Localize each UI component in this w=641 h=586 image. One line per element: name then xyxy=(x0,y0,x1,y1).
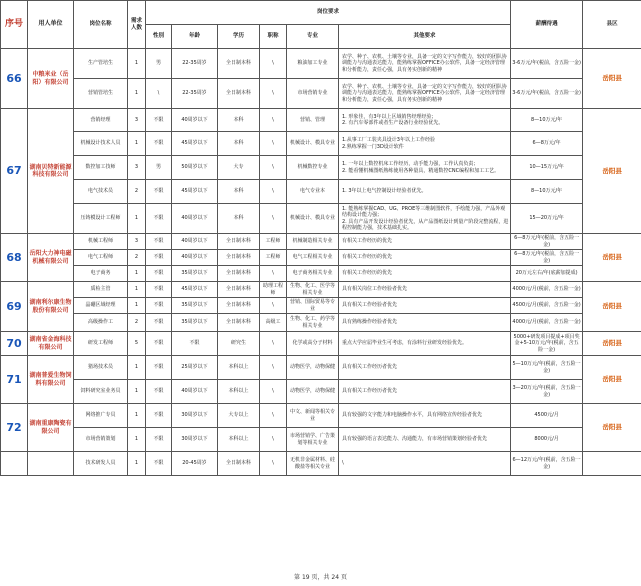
cell-education: 大专 xyxy=(218,156,260,180)
cell-gender: 不限 xyxy=(146,380,172,404)
table-row xyxy=(1,180,641,204)
cell-gender: 不限 xyxy=(146,204,172,234)
cell-education: 全日制本科 xyxy=(218,282,260,298)
cell-major: 机械数控专业 xyxy=(287,156,339,180)
cell-other: 1. 能熟练掌握CAD、UG、PROE等三维制图软件，手绘能力强，产品外观结构设计能力强； 2. 具有产品开发设计经验者优先，从产品图纸设计到量产阶段完整流程，进程控制能力强，技术基础扎实。 xyxy=(339,204,511,234)
cell-other: 具有相关工作经验者优先 xyxy=(339,298,511,314)
header-unit: 用人单位 xyxy=(28,1,74,49)
cell-count: 1 xyxy=(128,79,146,109)
cell-gender: 不限 xyxy=(146,314,172,332)
table-row xyxy=(1,156,641,180)
cell-county: 岳阳县 xyxy=(583,404,641,452)
cell-unit: 湖南省金海科技有限公司 xyxy=(28,332,74,356)
cell-unit: 中粮米业（岳阳）有限公司 xyxy=(28,49,74,109)
table-row xyxy=(1,250,641,266)
cell-other: 1. 3年以上电气控制设计经验者优先。 xyxy=(339,180,511,204)
cell-age: 40周岁以下 xyxy=(172,109,218,132)
cell-age: 45周岁以下 xyxy=(172,180,218,204)
cell-age: 22-35周岁 xyxy=(172,79,218,109)
table-row xyxy=(1,132,641,156)
cell-age: 45周岁以下 xyxy=(172,282,218,298)
cell-other: 1. 一年以上数控机床工作经历，动手能力强，工作认真负责； 2. 能看懂机械图纸熟练使用各种量具，精通数控CNC编程和加工工艺。 xyxy=(339,156,511,180)
cell-salary: 8000元/月 xyxy=(511,428,583,452)
cell-position: 市场营销策划 xyxy=(74,428,128,452)
cell-title: 高级工 xyxy=(260,314,287,332)
cell-education: 本科 xyxy=(218,204,260,234)
cell-count: 1 xyxy=(128,132,146,156)
cell-count: 1 xyxy=(128,282,146,298)
cell-major: 电子商务相关专业 xyxy=(287,266,339,282)
table-row xyxy=(1,404,641,428)
cell-unit: 湖南利尔康生物股份有限公司 xyxy=(28,282,74,332)
cell-gender: 不限 xyxy=(146,404,172,428)
cell-salary: 4000元/月(税前，含五险一金) xyxy=(511,282,583,298)
table-row xyxy=(1,79,641,109)
cell-major: 市场营销专业 xyxy=(287,79,339,109)
cell-title: \ xyxy=(260,298,287,314)
cell-title: \ xyxy=(260,132,287,156)
cell-other: 有相关工作经历的优先 xyxy=(339,234,511,250)
cell-major: 机械设计、模具专业 xyxy=(287,204,339,234)
cell-salary: 4500元/月(税前，含五险一金) xyxy=(511,298,583,314)
cell-count: 1 xyxy=(128,404,146,428)
cell-age: 不限 xyxy=(172,332,218,356)
cell-gender: 不限 xyxy=(146,356,172,380)
header-other: 其他要求 xyxy=(339,25,511,49)
cell-age: 40周岁以下 xyxy=(172,234,218,250)
header-salary: 薪酬待遇 xyxy=(511,1,583,49)
cell-age: 40周岁以下 xyxy=(172,380,218,404)
cell-seq: 72 xyxy=(1,404,28,452)
cell-other: 具有相关工作经历者优先 xyxy=(339,356,511,380)
cell-position: 晶硼区域经理 xyxy=(74,298,128,314)
cell-other: 具有相关工作经历者优先 xyxy=(339,380,511,404)
cell-seq xyxy=(1,452,28,476)
cell-unit: 岳阳大力神电磁机械有限公司 xyxy=(28,234,74,282)
cell-gender: \ xyxy=(146,79,172,109)
cell-title: \ xyxy=(260,180,287,204)
cell-salary: 6—8万元/年 xyxy=(511,132,583,156)
cell-age: 30周岁以下 xyxy=(172,404,218,428)
cell-seq: 67 xyxy=(1,109,28,234)
cell-salary: 3—20万元/年(税前，含五险一金) xyxy=(511,380,583,404)
cell-position: 技术研发人员 xyxy=(74,452,128,476)
header-major: 专业 xyxy=(287,25,339,49)
cell-major: 粮油加工专业 xyxy=(287,49,339,79)
cell-major: 市场营销学、广告策划等相关专业 xyxy=(287,428,339,452)
cell-title: \ xyxy=(260,49,287,79)
table-row xyxy=(1,282,641,298)
cell-salary: 6—8万元/年(税前，含五险一金) xyxy=(511,234,583,250)
cell-age: 35周岁以下 xyxy=(172,266,218,282)
cell-gender: 不限 xyxy=(146,266,172,282)
cell-salary: 6—12万元/年(税前，含五险一金) xyxy=(511,452,583,476)
cell-salary: 15—20万元/年 xyxy=(511,204,583,234)
cell-major: 电气专业本 xyxy=(287,180,339,204)
cell-position: 机械工程师 xyxy=(74,234,128,250)
cell-other: 1. 形象佳，有3年以上区域销售经理经验； 2. 有汽车零部件或者生产设备行业经验优先。 xyxy=(339,109,511,132)
cell-education: 全日制本科 xyxy=(218,266,260,282)
cell-education: 全日制本科 xyxy=(218,314,260,332)
cell-title: \ xyxy=(260,79,287,109)
cell-position: 电气工程师 xyxy=(74,250,128,266)
cell-position: 数控加工技师 xyxy=(74,156,128,180)
page-footer: 第 19 页，共 24 页 xyxy=(294,574,347,581)
cell-title: \ xyxy=(260,266,287,282)
cell-major: 电气工程相关专业 xyxy=(287,250,339,266)
cell-gender: 不限 xyxy=(146,132,172,156)
table-row xyxy=(1,298,641,314)
cell-count: 1 xyxy=(128,49,146,79)
cell-seq: 71 xyxy=(1,356,28,404)
cell-other: 有相关工作经历的优先 xyxy=(339,250,511,266)
cell-age: 20-45周岁 xyxy=(172,452,218,476)
cell-education: 全日制本科 xyxy=(218,234,260,250)
cell-county: 岳阳县 xyxy=(583,109,641,234)
cell-position: 猪场技术员 xyxy=(74,356,128,380)
cell-age: 35周岁以下 xyxy=(172,314,218,332)
cell-count: 1 xyxy=(128,204,146,234)
cell-title: 工程师 xyxy=(260,234,287,250)
table-row xyxy=(1,49,641,79)
cell-other: \ xyxy=(339,452,511,476)
cell-gender: 不限 xyxy=(146,298,172,314)
table-row xyxy=(1,234,641,250)
cell-gender: 不限 xyxy=(146,332,172,356)
header-title: 职称 xyxy=(260,25,287,49)
table-row xyxy=(1,356,641,380)
cell-other: 农学、种子、农机、土壤等专业，具备一定的文字写作能力，较好的团队协调能力与沟通表达能力，能熟练掌握OFFICE办公软件，具备一定经济管理和分析能力，责任心强，具有务实创新的精神 xyxy=(339,79,511,109)
cell-county: 岳阳县 xyxy=(583,49,641,109)
cell-age: 35周岁以下 xyxy=(172,298,218,314)
cell-major: 动物医学，动物保健 xyxy=(287,356,339,380)
cell-salary: 10—15万元/年 xyxy=(511,156,583,180)
cell-title: \ xyxy=(260,156,287,180)
header-requirements: 岗位要求 xyxy=(146,1,511,25)
cell-title: \ xyxy=(260,404,287,428)
cell-salary: 4500元/月 xyxy=(511,404,583,428)
cell-other: 农学、种子、农机、土壤等专业，具备一定的文字写作能力，较好的团队协调能力与沟通表达能力，能熟练掌握OFFICE办公软件，具备一定经济管理和分析能力，责任心强，具有务实创新的精神 xyxy=(339,49,511,79)
cell-unit: 湖南贝特新能源科技有限公司 xyxy=(28,109,74,234)
cell-count: 1 xyxy=(128,298,146,314)
cell-position: 高级操作工 xyxy=(74,314,128,332)
table-row xyxy=(1,204,641,234)
cell-position: 营销经理 xyxy=(74,109,128,132)
cell-title: 助理工程师 xyxy=(260,282,287,298)
header-seq: 序号 xyxy=(1,1,28,49)
cell-count: 2 xyxy=(128,250,146,266)
table-row xyxy=(1,109,641,132)
cell-position: 电气技术员 xyxy=(74,180,128,204)
cell-other: 具有较强的文字能力和电脑操作水平，具有网络宣传经验者优先 xyxy=(339,404,511,428)
cell-salary: 8—10万元/年 xyxy=(511,109,583,132)
cell-major: 营销、管理 xyxy=(287,109,339,132)
cell-count: 1 xyxy=(128,266,146,282)
cell-other: 具有相关岗位工作经验者优先 xyxy=(339,282,511,298)
cell-title: \ xyxy=(260,380,287,404)
cell-gender: 不限 xyxy=(146,282,172,298)
cell-seq: 69 xyxy=(1,282,28,332)
cell-salary: 5000+研发项目提成+项目奖金+5-10万元/年(税前，含五险一金) xyxy=(511,332,583,356)
cell-position: 生产管培生 xyxy=(74,49,128,79)
cell-title: \ xyxy=(260,428,287,452)
cell-count: 2 xyxy=(128,314,146,332)
cell-other: 有相关工作经历的优先 xyxy=(339,266,511,282)
cell-salary: 3-6万元/年(税前，含五险一金) xyxy=(511,49,583,79)
cell-education: 大专以上 xyxy=(218,404,260,428)
cell-other: 具有熟练操作经验者优先 xyxy=(339,314,511,332)
cell-title: \ xyxy=(260,356,287,380)
cell-count: 3 xyxy=(128,156,146,180)
cell-position: 压铸模设计工程师 xyxy=(74,204,128,234)
cell-count: 2 xyxy=(128,180,146,204)
cell-unit: 湖南重康陶瓷有限公司 xyxy=(28,404,74,452)
header-gender: 性别 xyxy=(146,25,172,49)
cell-seq: 66 xyxy=(1,49,28,109)
cell-position: 质检主管 xyxy=(74,282,128,298)
cell-position: 电子商务 xyxy=(74,266,128,282)
cell-age: 40周岁以下 xyxy=(172,204,218,234)
cell-education: 本科 xyxy=(218,180,260,204)
table-row xyxy=(1,380,641,404)
cell-education: 全日制本科 xyxy=(218,452,260,476)
cell-position: 营销管培生 xyxy=(74,79,128,109)
cell-count: 1 xyxy=(128,452,146,476)
cell-major: 机械设计、模具专业 xyxy=(287,132,339,156)
cell-count: 1 xyxy=(128,356,146,380)
cell-education: 全日制本科 xyxy=(218,250,260,266)
cell-major: 动物医学，动物保健 xyxy=(287,380,339,404)
cell-gender: 不限 xyxy=(146,452,172,476)
table-row xyxy=(1,332,641,356)
cell-salary: 3-6万元/年(税前，含五险一金) xyxy=(511,79,583,109)
cell-salary: 6—8万元/年(税前，含五险一金) xyxy=(511,250,583,266)
header-county: 县区 xyxy=(583,1,641,49)
cell-seq: 68 xyxy=(1,234,28,282)
cell-county: 岳阳县 xyxy=(583,282,641,332)
table-body xyxy=(1,49,641,476)
cell-county: 岳阳县 xyxy=(583,356,641,404)
cell-major: 营销、国际贸易等专业 xyxy=(287,298,339,314)
cell-position: 机械设计技术人员 xyxy=(74,132,128,156)
cell-major: 机械制造相关专业 xyxy=(287,234,339,250)
cell-gender: 男 xyxy=(146,156,172,180)
cell-title: \ xyxy=(260,204,287,234)
cell-major: 无机非金属材料、硅酸盐等相关专业 xyxy=(287,452,339,476)
cell-county: 岳阳县 xyxy=(583,332,641,356)
cell-gender: 男 xyxy=(146,49,172,79)
cell-count: 1 xyxy=(128,380,146,404)
cell-position: 饲料研究室业务员 xyxy=(74,380,128,404)
cell-salary: 8—10万元/年 xyxy=(511,180,583,204)
cell-other: 1.从事工厂工装夹具设计3年以上工作经验 2.熟练掌握一门3D设计软件 xyxy=(339,132,511,156)
cell-education: 本科以上 xyxy=(218,356,260,380)
cell-title: \ xyxy=(260,452,287,476)
cell-gender: 不限 xyxy=(146,180,172,204)
cell-county: 岳阳县 xyxy=(583,234,641,282)
cell-count: 3 xyxy=(128,109,146,132)
cell-major: 生物、化工、医学等相关专业 xyxy=(287,282,339,298)
cell-gender: 不限 xyxy=(146,250,172,266)
table-row xyxy=(1,314,641,332)
cell-position: 网络推广专员 xyxy=(74,404,128,428)
cell-age: 45周岁以下 xyxy=(172,132,218,156)
cell-salary: 5—10万元/年(税前，含五险一金) xyxy=(511,356,583,380)
cell-title: \ xyxy=(260,109,287,132)
cell-gender: 不限 xyxy=(146,109,172,132)
cell-gender: 不限 xyxy=(146,234,172,250)
cell-education: 研究生 xyxy=(218,332,260,356)
cell-count: 1 xyxy=(128,428,146,452)
cell-seq: 70 xyxy=(1,332,28,356)
cell-salary: 20万元左右/年(底薪加提成) xyxy=(511,266,583,282)
cell-other: 重点大学应届毕业生可考虑，有涂料行业研发经验优先。 xyxy=(339,332,511,356)
cell-age: 40周岁以下 xyxy=(172,250,218,266)
cell-education: 本科 xyxy=(218,132,260,156)
cell-education: 全日制本科 xyxy=(218,298,260,314)
header-position: 岗位名称 xyxy=(74,1,128,49)
cell-education: 全日制本科 xyxy=(218,49,260,79)
cell-major: 生物、化工、药学等相关专业 xyxy=(287,314,339,332)
cell-title: 工程师 xyxy=(260,250,287,266)
header-count: 需求人数 xyxy=(128,1,146,49)
cell-education: 本科以上 xyxy=(218,380,260,404)
cell-education: 本科以上 xyxy=(218,428,260,452)
table-row xyxy=(1,428,641,452)
cell-major: 化学或高分子材料 xyxy=(287,332,339,356)
cell-age: 22-35周岁 xyxy=(172,49,218,79)
cell-unit xyxy=(28,452,74,476)
cell-other: 具有较强的语言表达能力、沟通能力，有市场营销策划经验者优先 xyxy=(339,428,511,452)
cell-education: 本科 xyxy=(218,109,260,132)
cell-count: 3 xyxy=(128,234,146,250)
cell-age: 50周岁以下 xyxy=(172,156,218,180)
header-education: 学历 xyxy=(218,25,260,49)
cell-age: 25周岁以下 xyxy=(172,356,218,380)
table-row xyxy=(1,266,641,282)
cell-title: \ xyxy=(260,332,287,356)
cell-position: 研发工程师 xyxy=(74,332,128,356)
cell-county xyxy=(583,452,641,476)
cell-age: 30周岁以下 xyxy=(172,428,218,452)
table-row xyxy=(1,452,641,476)
cell-major: 中文、新闻等相关专业 xyxy=(287,404,339,428)
cell-salary: 4000元/月(税前，含五险一金) xyxy=(511,314,583,332)
cell-count: 5 xyxy=(128,332,146,356)
cell-unit: 湖南普爱生物饲料有限公司 xyxy=(28,356,74,404)
cell-education: 全日制本科 xyxy=(218,79,260,109)
cell-gender: 不限 xyxy=(146,428,172,452)
header-age: 年龄 xyxy=(172,25,218,49)
